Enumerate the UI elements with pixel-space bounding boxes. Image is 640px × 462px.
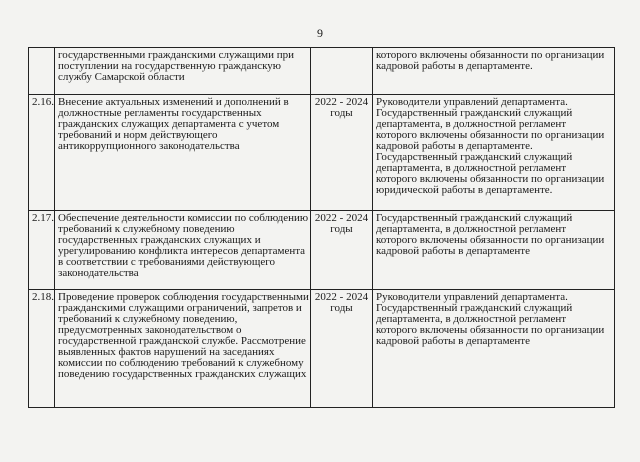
term-line: годы [330, 223, 353, 235]
responsible-line: юридической работы в департаменте. [376, 184, 553, 196]
task-line: требований к служебному поведению [58, 223, 235, 235]
responsible-persons [373, 95, 615, 211]
responsible-line: кадровой работы в департаменте [376, 245, 530, 257]
responsible-persons [373, 48, 615, 95]
table-row [29, 290, 615, 408]
responsible-persons [373, 290, 615, 408]
task-line: Проведение проверок соблюдения государственными [58, 291, 309, 303]
table-body [29, 48, 615, 408]
task-line: поступлении на государственную гражданскую [58, 60, 282, 72]
task-line: государственной гражданской службе. Рассмотрение [58, 335, 306, 347]
task-line: выявленных фактов нарушений на заседаниях [58, 346, 275, 358]
task-line: гражданских служащих департамента с учетом [58, 118, 280, 130]
page-number: 9 [317, 26, 323, 40]
term-period [311, 211, 373, 290]
task-description [55, 95, 311, 211]
responsible-line: кадровой работы в департаменте. [376, 60, 533, 72]
task-line: предусмотренных законодательством о [58, 324, 242, 336]
task-line: государственными гражданскими служащими при [58, 49, 295, 61]
task-line: урегулированию конфликта интересов департамента [58, 245, 306, 257]
responsible-line: кадровой работы в департаменте. [376, 140, 533, 152]
item-number: 2.16. [29, 95, 55, 211]
task-line: поведению государственных гражданских служащих [58, 368, 307, 380]
task-description [55, 211, 311, 290]
responsible-line: которого включены обязанности по организации [376, 173, 605, 185]
task-line: службу Самарской области [58, 71, 185, 83]
term-period [311, 290, 373, 408]
table-row [29, 211, 615, 290]
task-description [55, 48, 311, 95]
task-line: Обеспечение деятельности комиссии по соблюдению [58, 212, 309, 224]
responsible-line: Государственный гражданский служащий [376, 107, 573, 119]
task-line: должностные регламенты государственных [58, 107, 262, 119]
responsible-line: которого включены обязанности по организации [376, 324, 605, 336]
measures-table [28, 47, 615, 408]
task-line: требований и норм действующего [58, 129, 218, 141]
task-line: требований к служебному поведению, [58, 313, 238, 325]
task-line: антикоррупционного законодательства [58, 140, 240, 152]
responsible-line: кадровой работы в департаменте [376, 335, 530, 347]
responsible-line: Руководители управлений департамента. [376, 291, 568, 303]
task-line: государственных гражданских служащих и [58, 234, 261, 246]
responsible-line: Государственный гражданский служащий [376, 302, 573, 314]
term-line: годы [330, 107, 353, 119]
responsible-persons [373, 211, 615, 290]
responsible-line: департамента, в должностной регламент [376, 313, 567, 325]
item-number: 2.18. [29, 290, 55, 408]
task-line: комиссии по соблюдению требований к служебному [58, 357, 304, 369]
responsible-line: Руководители управлений департамента. [376, 96, 568, 108]
task-line: Внесение актуальных изменений и дополнений в [58, 96, 289, 108]
term-period [311, 95, 373, 211]
term-line: 2022 - 2024 [314, 96, 369, 108]
table-row [29, 48, 615, 95]
responsible-line: департамента, в должностной регламент [376, 162, 567, 174]
responsible-line: которого включены обязанности по организации [376, 234, 605, 246]
task-description [55, 290, 311, 408]
task-line: законодательства [58, 267, 139, 279]
responsible-line: департамента, в должностной регламент [376, 118, 567, 130]
responsible-line: Государственный гражданский служащий [376, 212, 573, 224]
task-line: в соответствии с требованиями действующего [58, 256, 275, 268]
responsible-line: которого включены обязанности по организации [376, 49, 605, 61]
item-number: 2.17. [29, 211, 55, 290]
term-line: годы [330, 302, 353, 314]
task-line: гражданскими служащими ограничений, запретов и [58, 302, 302, 314]
responsible-line: которого включены обязанности по организации [376, 129, 605, 141]
responsible-line: Государственный гражданский служащий [376, 151, 573, 163]
responsible-line: департамента, в должностной регламент [376, 223, 567, 235]
term-period [311, 48, 373, 95]
table-row [29, 95, 615, 211]
term-line: 2022 - 2024 [314, 291, 369, 303]
term-line: 2022 - 2024 [314, 212, 369, 224]
item-number [29, 48, 55, 95]
